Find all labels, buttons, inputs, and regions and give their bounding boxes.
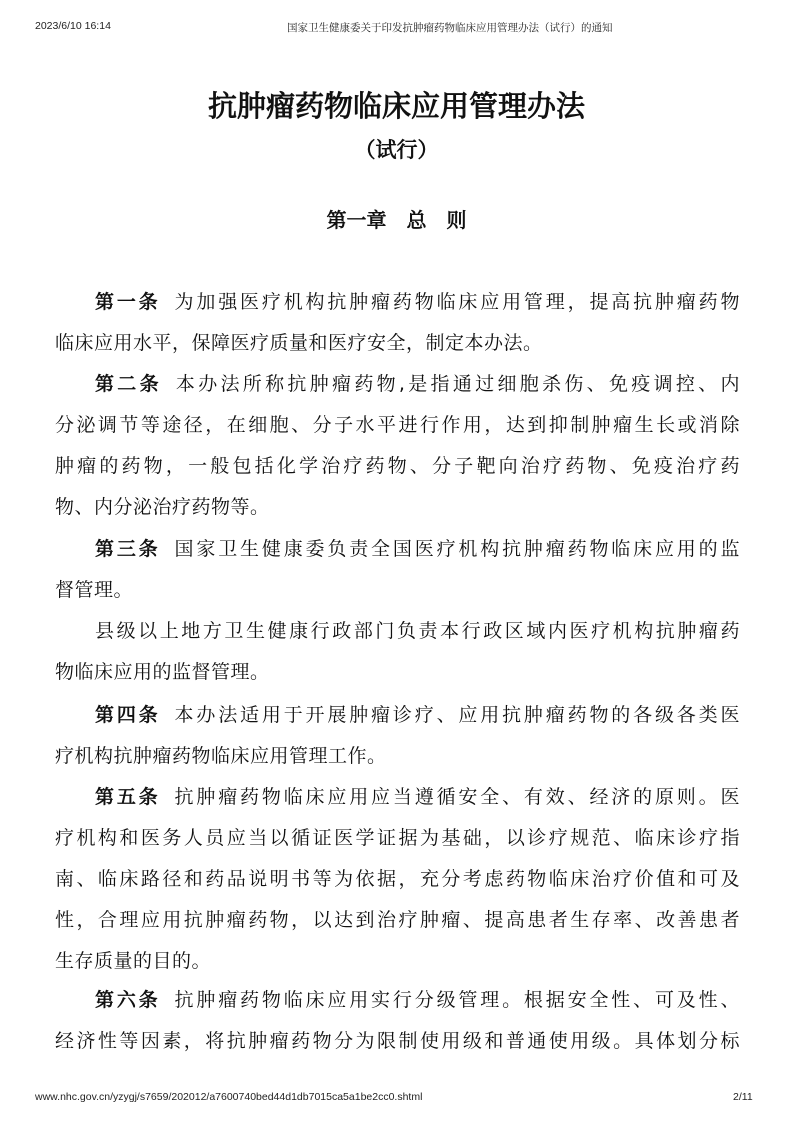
article-label: 第二条 xyxy=(95,373,162,395)
paragraph-line: 物临床应用的监督管理。 xyxy=(55,661,270,683)
document-subtitle: （试行） xyxy=(354,138,439,162)
article-line: 经济性等因素，将抗肿瘤药物分为限制使用级和普通使用级。具体划分标 xyxy=(55,1030,740,1052)
article-label: 第一条 xyxy=(95,291,161,313)
chapter-heading: 第一章 总 则 xyxy=(326,208,467,232)
print-url: www.nhc.gov.cn/yzygj/s7659/202012/a7600740bed44d1db7015ca5a1be2cc0.shtml xyxy=(35,1091,423,1103)
article-line: 第四条 本办法适用于开展肿瘤诊疗、应用抗肿瘤药物的各级各类医 xyxy=(95,704,740,726)
article-label: 第五条 xyxy=(95,786,161,808)
article-line: 临床应用水平，保障医疗质量和医疗安全，制定本办法。 xyxy=(55,332,543,354)
article-label: 第六条 xyxy=(95,989,161,1011)
print-page-title: 国家卫生健康委关于印发抗肿瘤药物临床应用管理办法（试行）的通知 xyxy=(287,22,613,34)
article-line: 物、内分泌治疗药物等。 xyxy=(55,496,270,518)
article-label: 第三条 xyxy=(95,538,161,560)
article-label: 第四条 xyxy=(95,704,161,726)
print-datetime: 2023/6/10 16:14 xyxy=(35,20,111,32)
article-line: 疗机构和医务人员应当以循证医学证据为基础，以诊疗规范、临床诊疗指 xyxy=(55,827,740,849)
paragraph-line: 县级以上地方卫生健康行政部门负责本行政区域内医疗机构抗肿瘤药 xyxy=(95,620,740,642)
article-line: 第六条 抗肿瘤药物临床应用实行分级管理。根据安全性、可及性、 xyxy=(95,989,740,1011)
article-line: 南、临床路径和药品说明书等为依据，充分考虑药物临床治疗价值和可及 xyxy=(55,868,740,890)
article-line: 第二条 本办法所称抗肿瘤药物,是指通过细胞杀伤、免疫调控、内 xyxy=(95,373,740,395)
page-number: 2/11 xyxy=(733,1091,753,1103)
article-line: 疗机构抗肿瘤药物临床应用管理工作。 xyxy=(55,745,387,767)
article-line: 分泌调节等途径，在细胞、分子水平进行作用，达到抑制肿瘤生长或消除 xyxy=(55,414,740,436)
article-line: 第五条 抗肿瘤药物临床应用应当遵循安全、有效、经济的原则。医 xyxy=(95,786,740,808)
article-line: 第三条 国家卫生健康委负责全国医疗机构抗肿瘤药物临床应用的监 xyxy=(95,538,740,560)
article-line: 性，合理应用抗肿瘤药物，以达到治疗肿瘤、提高患者生存率、改善患者 xyxy=(55,909,740,931)
article-line: 生存质量的目的。 xyxy=(55,950,212,972)
article-line: 第一条 为加强医疗机构抗肿瘤药物临床应用管理，提高抗肿瘤药物 xyxy=(95,291,740,313)
document-title: 抗肿瘤药物临床应用管理办法 xyxy=(207,89,585,123)
article-line: 督管理。 xyxy=(55,579,134,601)
article-line: 肿瘤的药物，一般包括化学治疗药物、分子靶向治疗药物、免疫治疗药 xyxy=(55,455,740,477)
